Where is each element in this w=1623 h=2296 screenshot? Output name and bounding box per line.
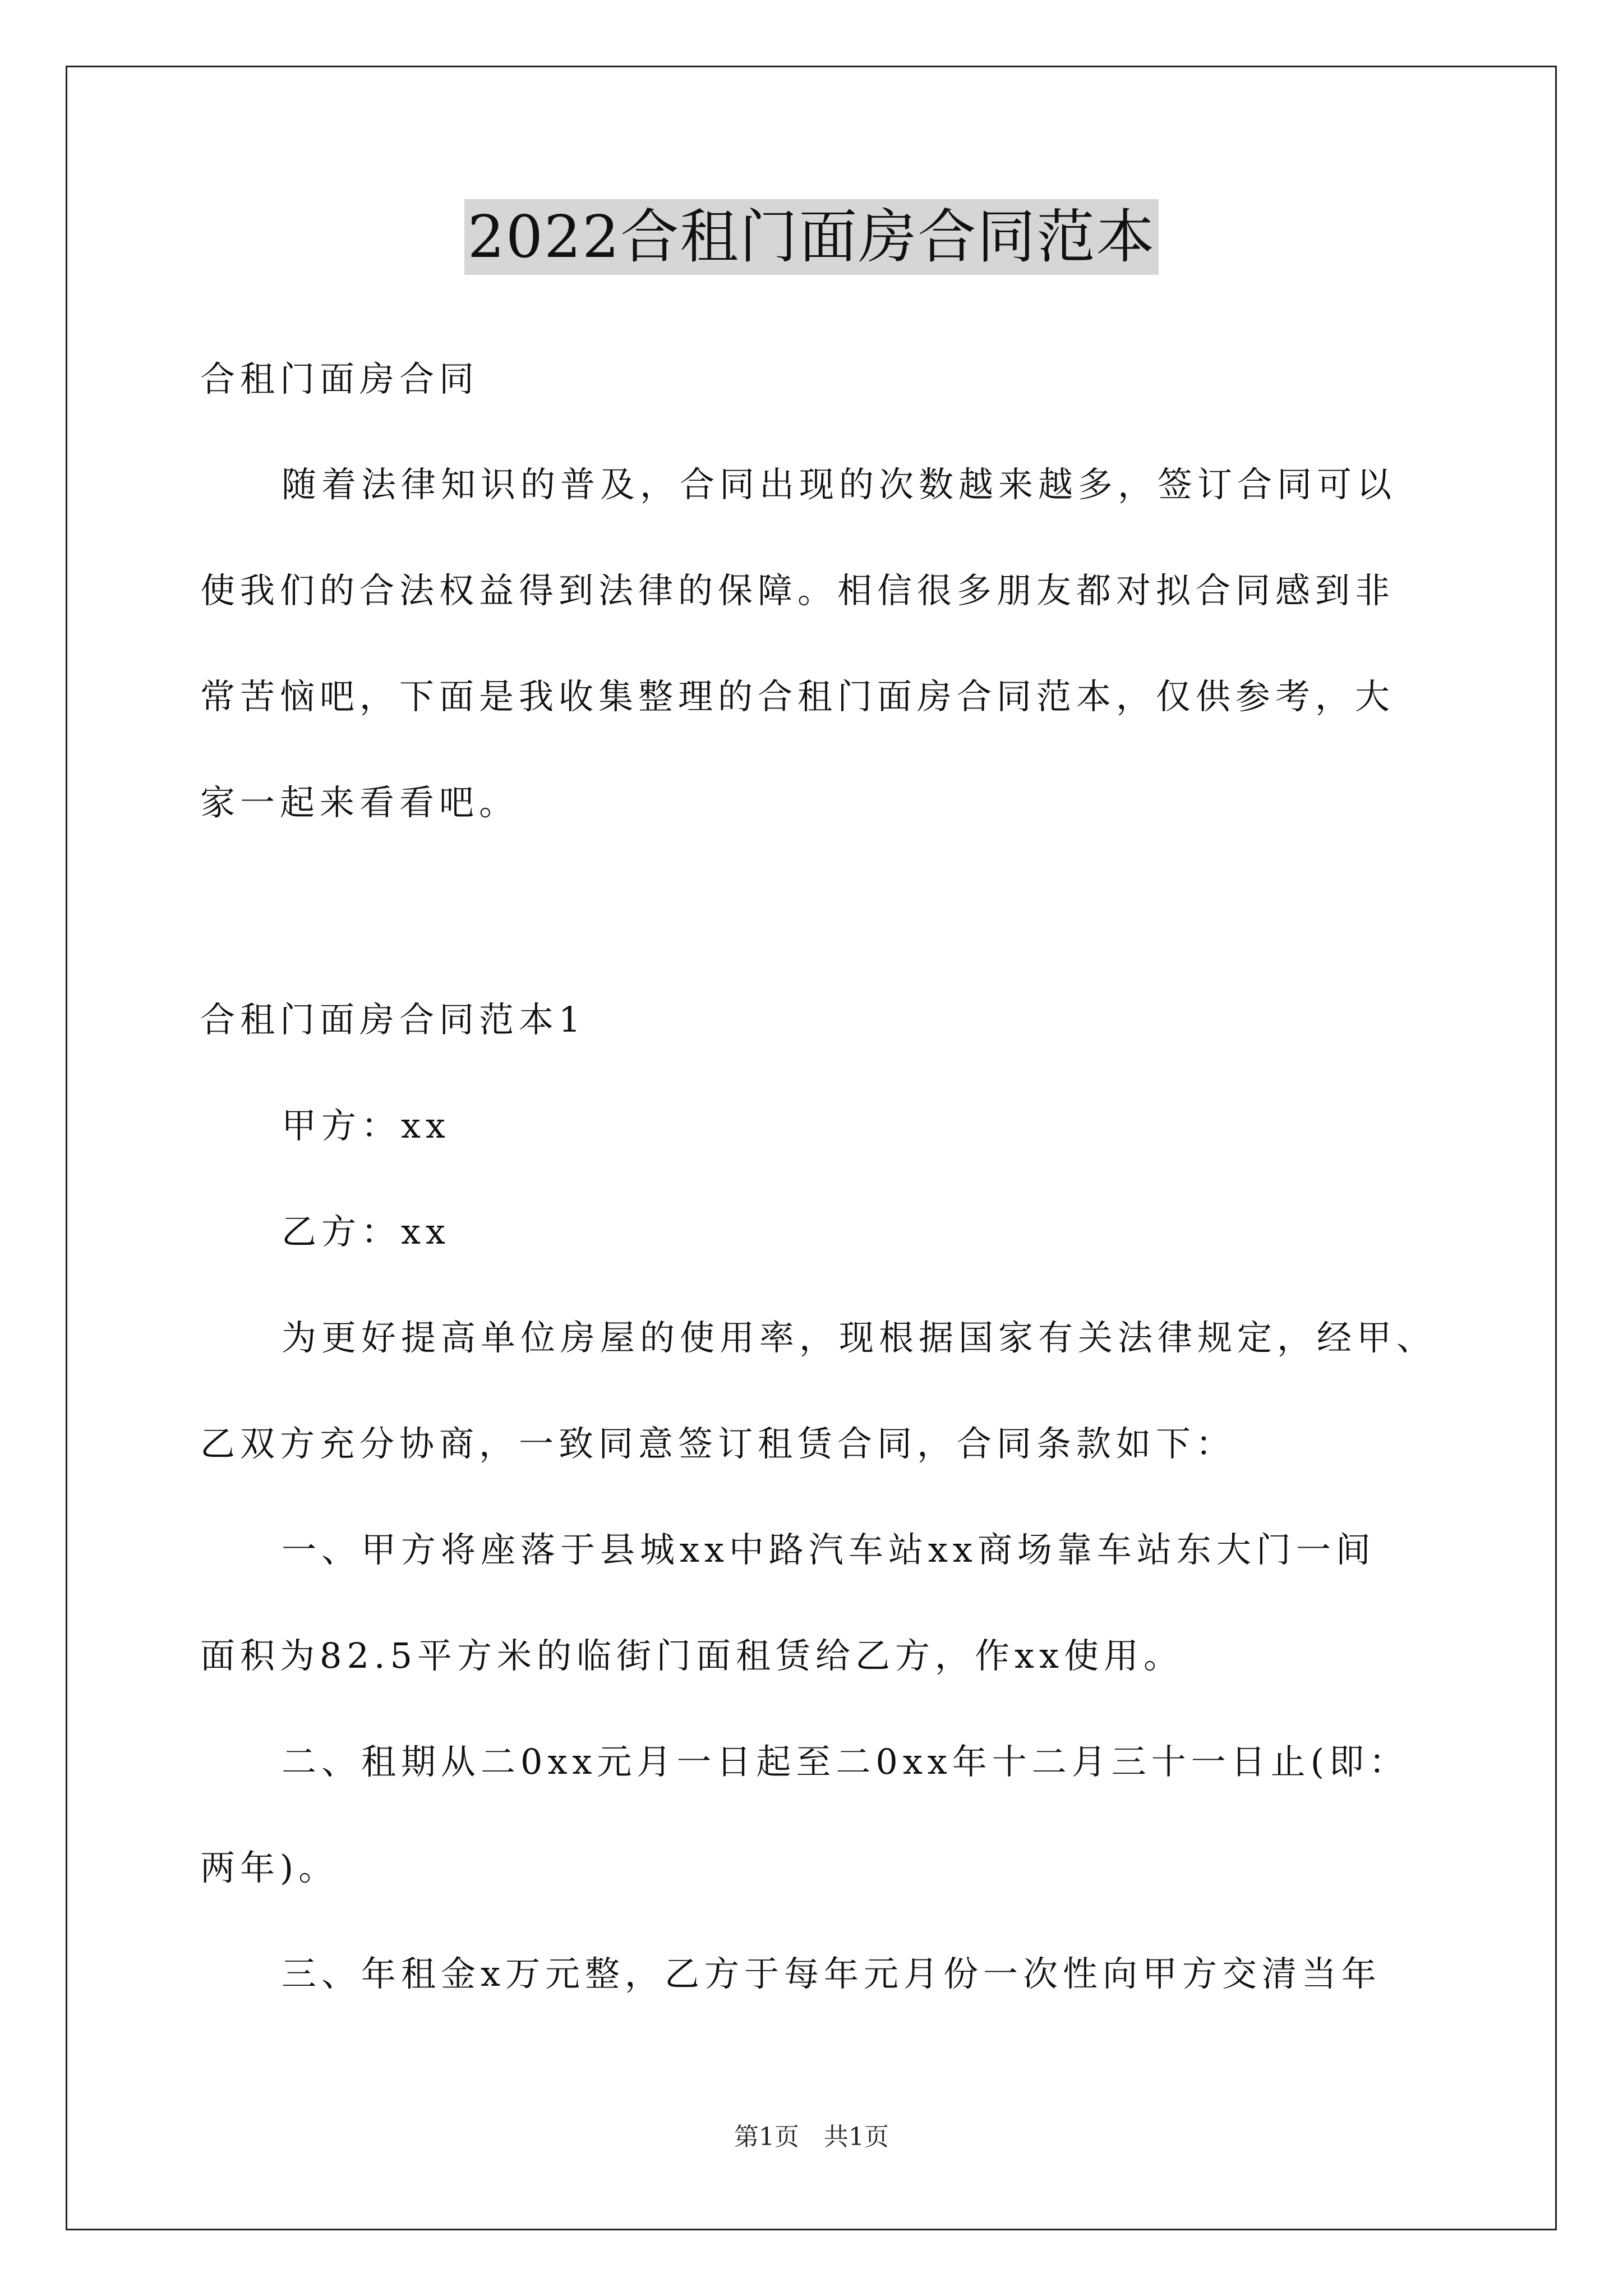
paragraph-line: 乙双方充分协商，一致同意签订租赁合同，合同条款如下： bbox=[200, 1423, 1236, 1464]
title-container bbox=[0, 199, 1623, 275]
section-heading: 合租门面房合同范本1 bbox=[200, 999, 586, 1040]
paragraph-line: 家一起来看看吧。 bbox=[200, 782, 519, 823]
clause-line: 面积为82.5平方米的临街门面租赁给乙方，作xx使用。 bbox=[200, 1635, 1183, 1676]
document-title: 2022合租门面房合同范本 bbox=[464, 199, 1159, 275]
party-b-line: 乙方：xx bbox=[282, 1211, 450, 1252]
party-a-line: 甲方：xx bbox=[282, 1105, 450, 1146]
paragraph-line: 为更好提高单位房屋的使用率，现根据国家有关法律规定，经甲、 bbox=[282, 1317, 1437, 1358]
paragraph-line: 使我们的合法权益得到法律的保障。相信很多朋友都对拟合同感到非 bbox=[200, 570, 1395, 611]
clause-line: 一、甲方将座落于县城xx中路汽车站xx商场靠车站东大门一间 bbox=[282, 1529, 1376, 1570]
paragraph-line: 随着法律知识的普及，合同出现的次数越来越多，签订合同可以 bbox=[282, 464, 1397, 505]
clause-line: 三、年租金x万元整，乙方于每年元月份一次性向甲方交清当年 bbox=[282, 1953, 1381, 1994]
clause-line: 两年)。 bbox=[200, 1847, 339, 1888]
clause-line: 二、租期从二0xx元月一日起至二0xx年十二月三十一日止(即： bbox=[282, 1741, 1409, 1782]
page-footer: 第1页 共1页 bbox=[734, 2123, 889, 2151]
section-heading: 合租门面房合同 bbox=[200, 358, 479, 399]
paragraph-line: 常苦恼吧，下面是我收集整理的合租门面房合同范本，仅供参考，大 bbox=[200, 676, 1395, 717]
